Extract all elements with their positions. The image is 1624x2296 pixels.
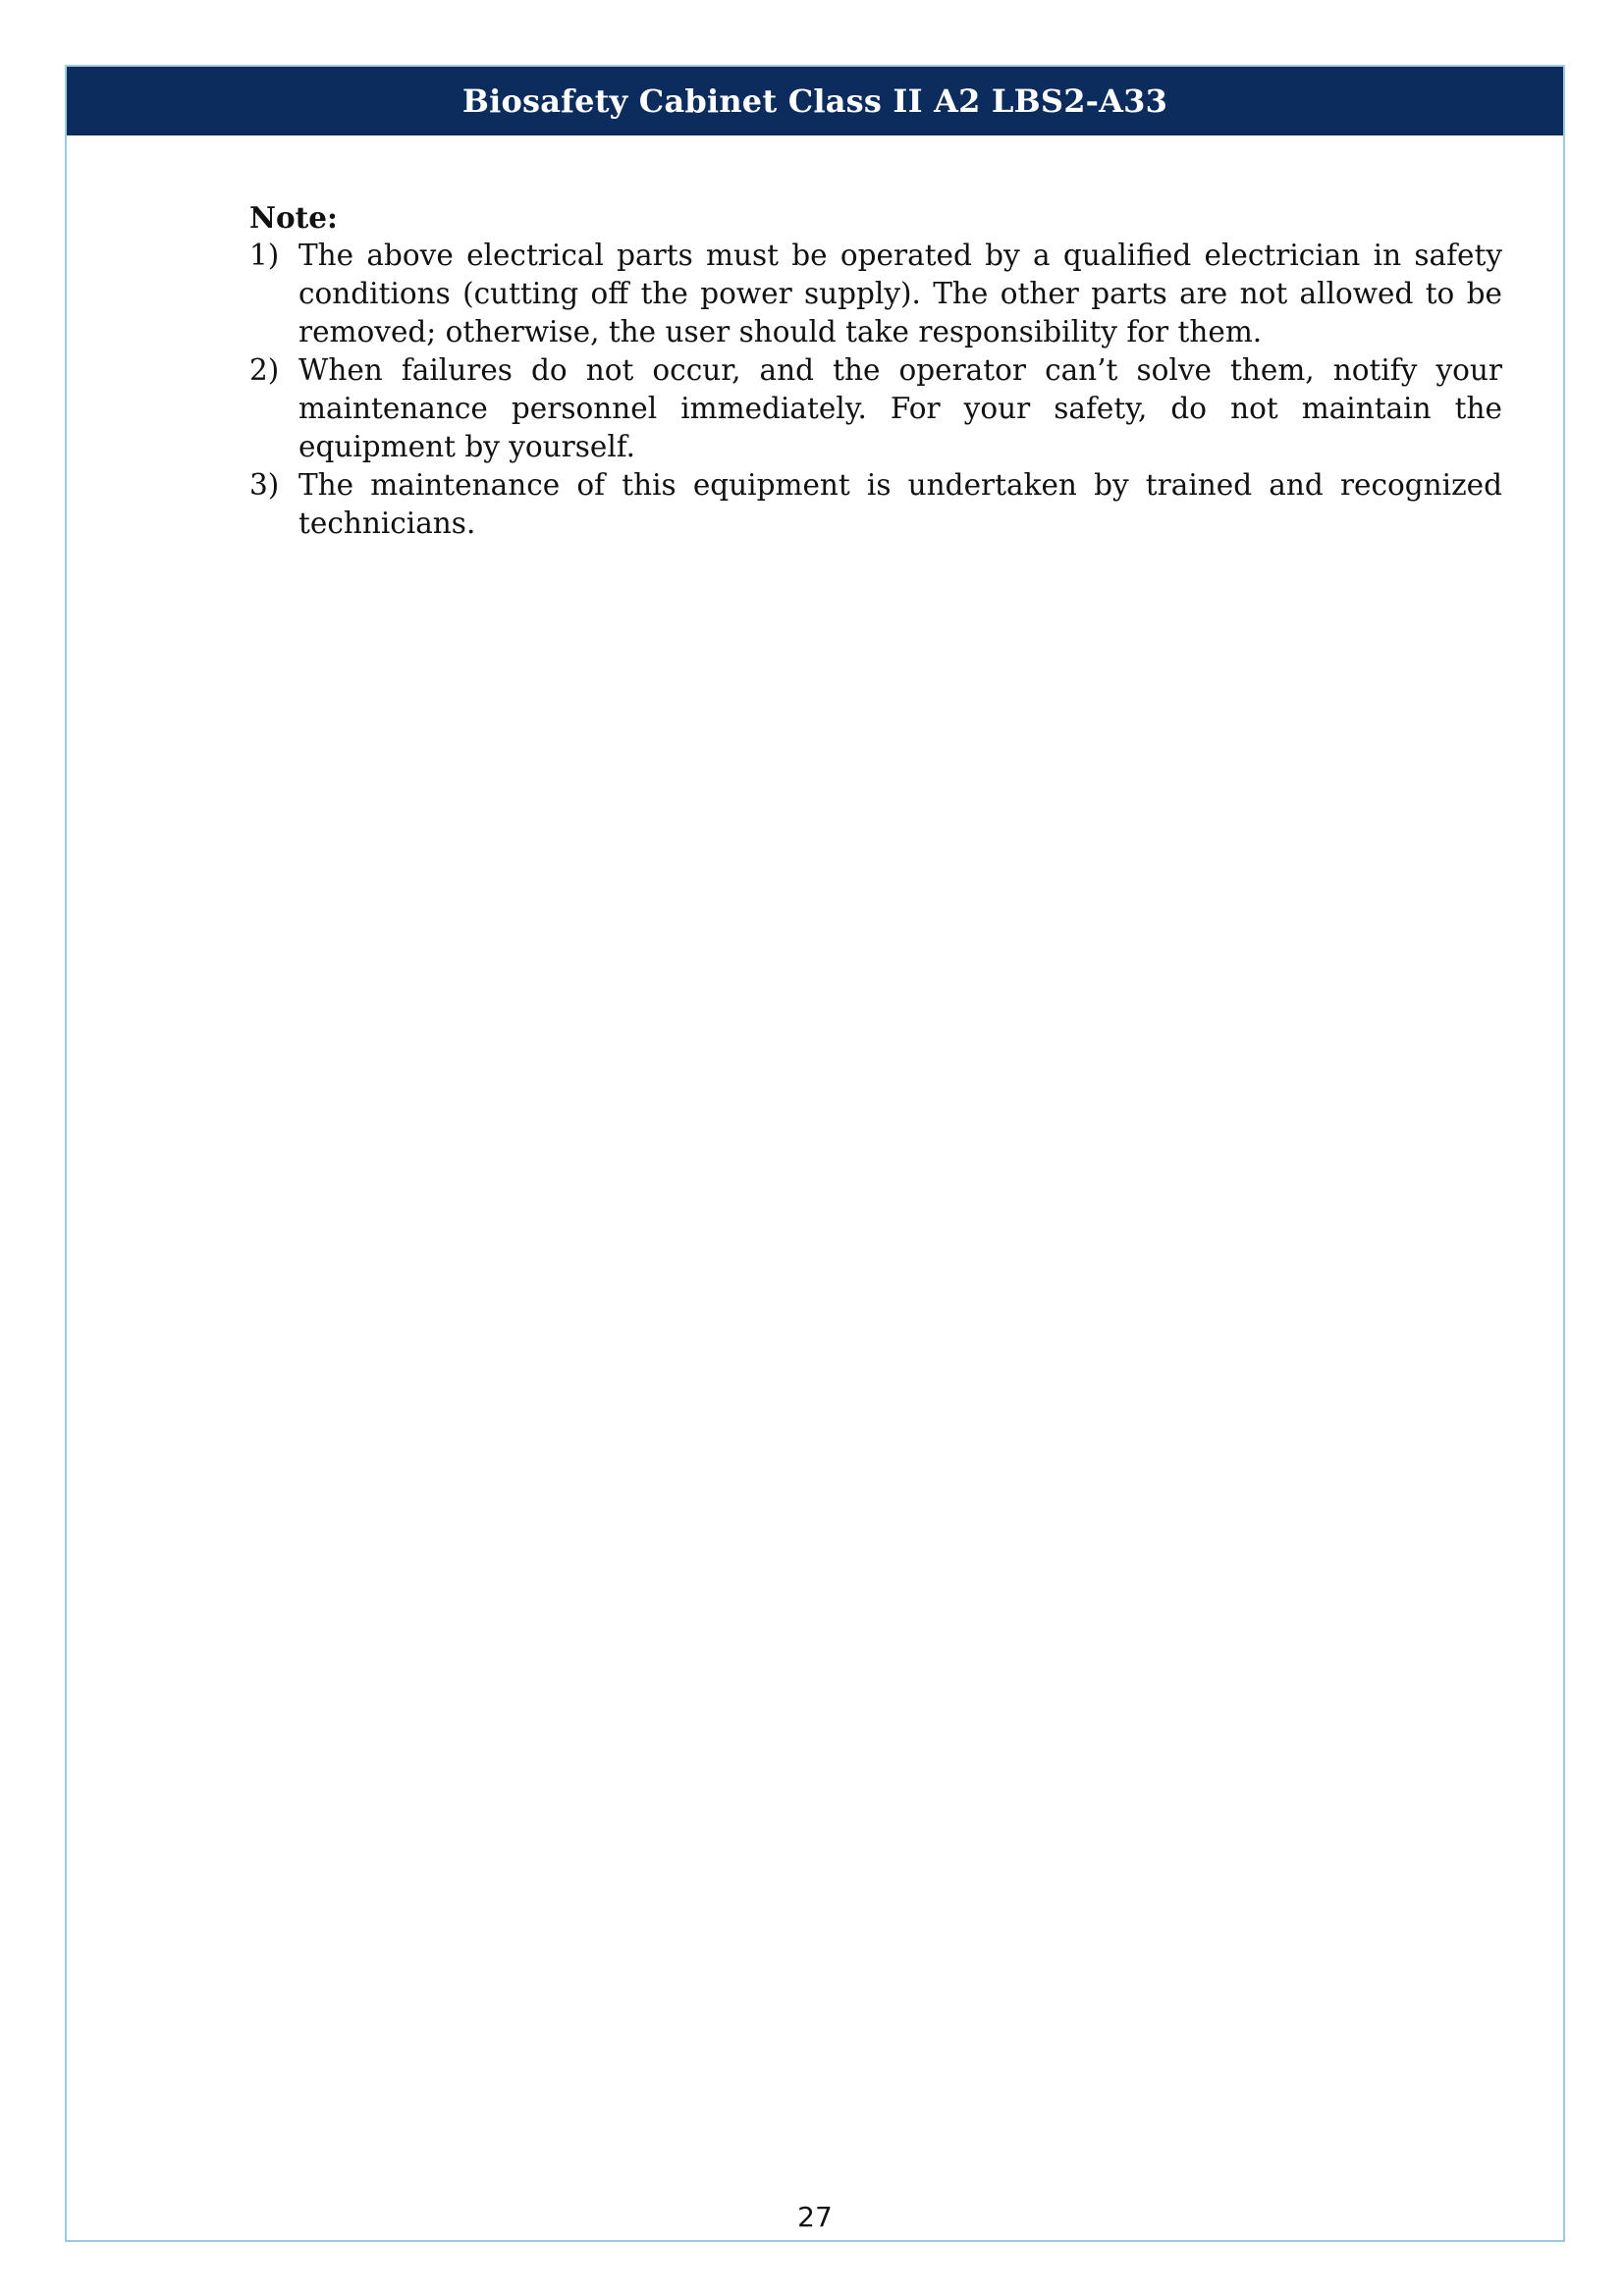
page-number: 27 bbox=[797, 2201, 833, 2233]
page-title: Biosafety Cabinet Class II A2 LBS2-A33 bbox=[461, 82, 1168, 120]
note-section bbox=[249, 198, 1502, 543]
note-item-1 bbox=[249, 237, 1502, 351]
page-frame bbox=[65, 65, 1565, 2242]
note-heading: Note: bbox=[249, 200, 338, 235]
note-item-3 bbox=[249, 466, 1502, 543]
note-list bbox=[249, 237, 1502, 543]
note-item-2 bbox=[249, 351, 1502, 466]
note-item-text: The above electrical parts must be operated by a qualified electrician in safety conditions (cutting off the power supply). The other parts are not allowed to be removed; otherwise, the user should take responsibility for them. bbox=[298, 239, 1502, 348]
note-item-number: 1) bbox=[249, 239, 280, 272]
note-item-number: 2) bbox=[249, 353, 280, 387]
note-item-text: The maintenance of this equipment is undertaken by trained and recognized technicians. bbox=[298, 468, 1502, 540]
note-item-number: 3) bbox=[249, 468, 280, 502]
note-item-text: When failures do not occur, and the operator can’t solve them, notify your maintenance personnel immediately. For your safety, do not maintain the equipment by yourself. bbox=[298, 353, 1502, 463]
header-bar bbox=[67, 67, 1563, 135]
